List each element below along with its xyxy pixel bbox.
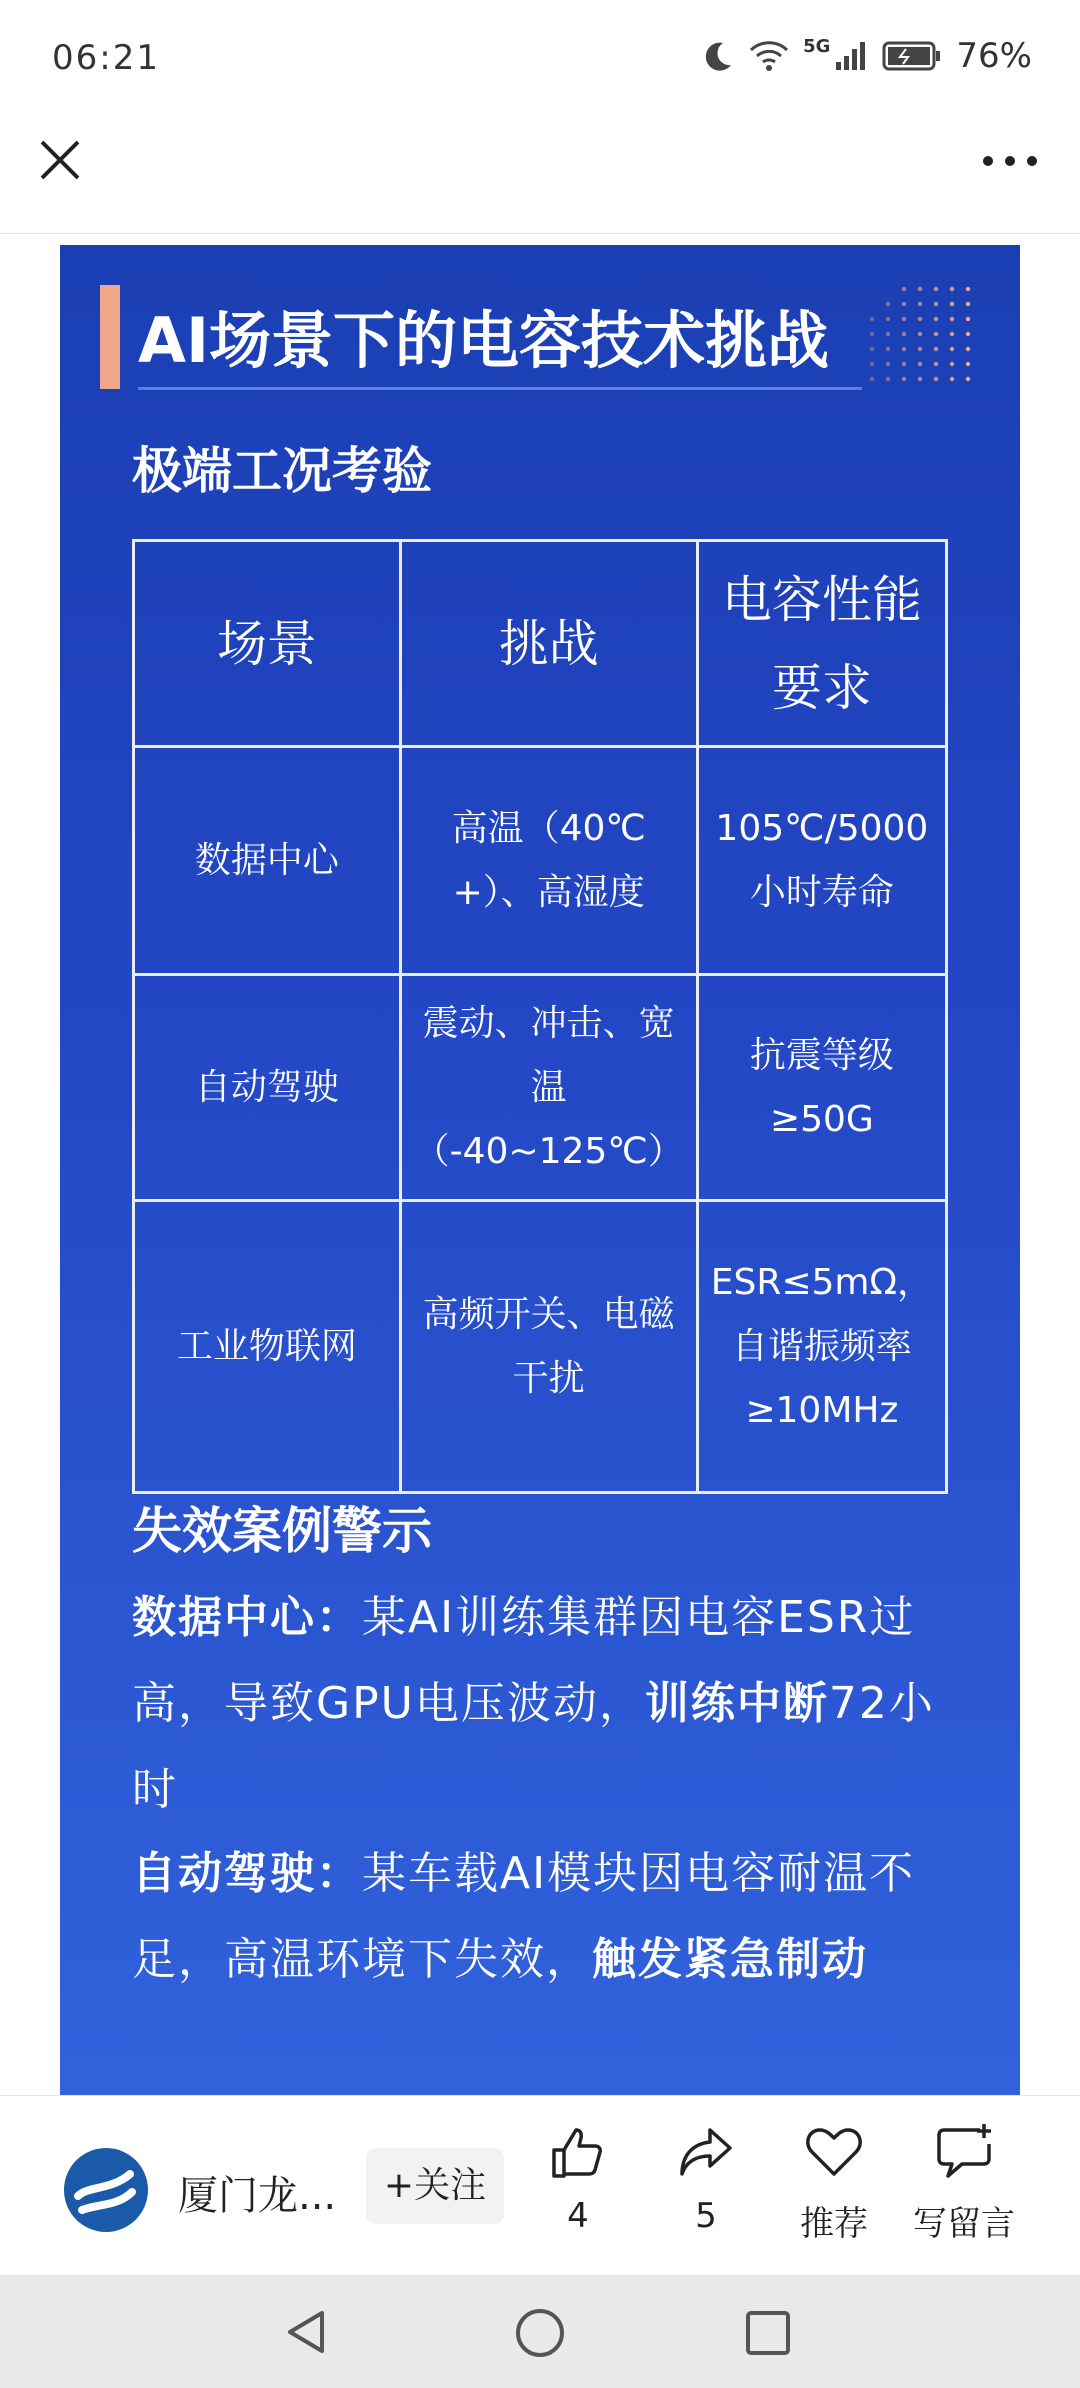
table-cell: ESR≤5mΩ，自谐振频率≥10MHz	[697, 1201, 946, 1493]
case-paragraph-autodrive	[132, 1831, 962, 2003]
case-text: 某AI训练集群因电容ESR过高，导致GPU电压波动，	[132, 1592, 916, 1729]
table-row	[134, 1201, 947, 1493]
moon-icon	[701, 39, 735, 73]
share-arrow-icon	[676, 2122, 736, 2182]
status-bar	[0, 0, 1080, 110]
author-name[interactable]: 厦门龙...	[178, 2173, 337, 2219]
heart-icon	[804, 2122, 864, 2182]
case-paragraph-datacenter	[132, 1575, 962, 1833]
recommend-label: 推荐	[800, 2204, 868, 2244]
table-header-row	[134, 541, 947, 747]
home-icon[interactable]	[514, 2307, 566, 2359]
battery-icon	[882, 40, 942, 72]
table-row	[134, 747, 947, 975]
status-time: 06:21	[52, 38, 160, 78]
table-cell: 高温（40℃+）、高湿度	[400, 747, 697, 975]
table-cell: 自动驾驶	[134, 975, 401, 1201]
table-cell: 工业物联网	[134, 1201, 401, 1493]
table-cell: 105℃/5000小时寿命	[697, 747, 946, 975]
bottom-action-bar	[0, 2095, 1080, 2275]
battery-level: 76%	[956, 36, 1032, 76]
comment-plus-icon	[934, 2122, 994, 2182]
wifi-icon	[749, 40, 789, 72]
requirements-table	[132, 539, 948, 1494]
case-highlight: 训练中断	[644, 1678, 829, 1729]
close-icon[interactable]	[30, 130, 90, 190]
section-subtitle: 极端工况考验	[132, 442, 432, 500]
table-cell: 抗震等级≥50G	[697, 975, 946, 1201]
title-underline	[138, 387, 862, 390]
share-count: 5	[695, 2196, 717, 2236]
case-highlight: 触发紧急制动	[592, 1934, 868, 1985]
like-count: 4	[567, 2196, 589, 2236]
author-avatar[interactable]	[64, 2148, 148, 2232]
more-icon[interactable]	[980, 146, 1040, 176]
title-accent	[100, 285, 120, 389]
case-text: 某车载AI模块因电容耐温不足，高温环境下失效，	[132, 1848, 916, 1985]
back-icon[interactable]	[282, 2307, 332, 2357]
thumbs-up-icon	[548, 2122, 608, 2182]
case-label: 自动驾驶：	[132, 1848, 362, 1899]
header-requirement: 电容性能要求	[697, 541, 946, 747]
recommend-button[interactable]	[774, 2122, 894, 2245]
system-nav-bar	[0, 2275, 1080, 2388]
failure-cases-heading: 失效案例警示	[132, 1502, 432, 1560]
article-title: AI场景下的电容技术挑战	[138, 304, 830, 377]
article-card	[60, 245, 1020, 2095]
header-scene: 场景	[134, 541, 401, 747]
table-row	[134, 975, 947, 1201]
top-bar	[0, 110, 1080, 234]
status-icons	[701, 36, 1032, 76]
logo-icon	[64, 2148, 148, 2232]
table-cell: 高频开关、电磁干扰	[400, 1201, 697, 1493]
network-label: 5G	[803, 36, 831, 57]
dot-pattern-decoration	[864, 281, 984, 391]
signal-icon	[834, 40, 868, 72]
table-cell: 数据中心	[134, 747, 401, 975]
header-challenge: 挑战	[400, 541, 697, 747]
comment-button[interactable]	[904, 2122, 1024, 2245]
table-cell: 震动、冲击、宽温（-40~125℃）	[400, 975, 697, 1201]
case-tail: 72小时	[132, 1678, 935, 1815]
comment-label: 写留言	[913, 2204, 1015, 2244]
like-button[interactable]	[518, 2122, 638, 2236]
case-label: 数据中心：	[132, 1592, 362, 1643]
share-button[interactable]	[646, 2122, 766, 2236]
recents-icon[interactable]	[744, 2309, 792, 2357]
follow-button[interactable]: +关注	[366, 2148, 504, 2224]
